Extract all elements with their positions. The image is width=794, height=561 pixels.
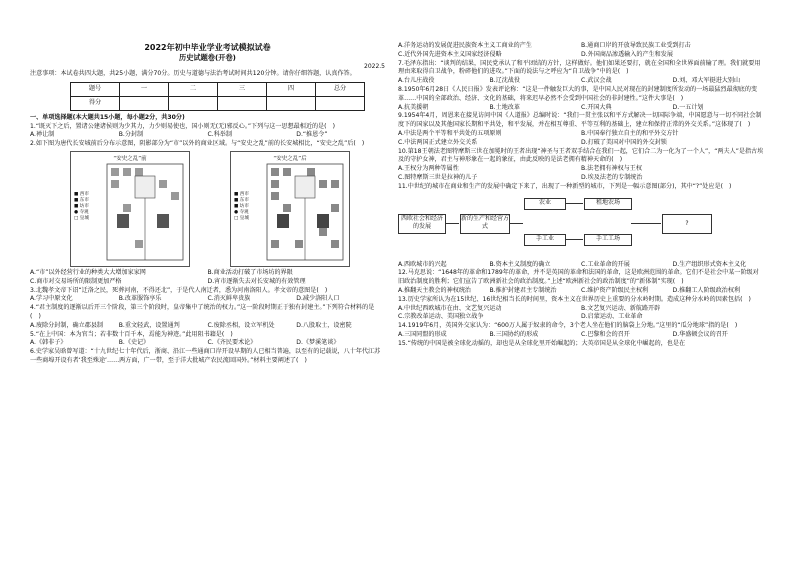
option-list	[398, 305, 764, 323]
question-stem: 1.“既灭下之后，置诸公建诸侯则为少其力，力少则易使也，国小则无(无)邪反心。”下列与这一思想最相近的是( )	[30, 122, 335, 130]
legend-item: ■ 东市	[234, 197, 249, 203]
option-list	[398, 331, 764, 340]
option[interactable]: D.刘、邓大军挺进大别山	[672, 77, 741, 85]
question-stem: 6.史学家吴晗曾写道：“十九世纪七十年代后，浙商、沿江一些通商口岸开设早期的人已相当普遍，以至有的记载说，八十年代江苏一些商埠开设有者‘我至殊途’……两方面，广一带，至于洋大批城产农民流回国外。”材料主要阐述了( )	[30, 348, 381, 364]
option[interactable]: D.外国商品渗透输入的产生和发展	[581, 50, 673, 58]
option-list	[30, 322, 385, 331]
legend-item: □ 皇城	[74, 215, 89, 221]
option[interactable]: C.开国大典	[581, 103, 612, 111]
option[interactable]: D.《梦溪笔谈》	[296, 339, 340, 347]
score-input-cell[interactable]	[267, 96, 316, 110]
section-heading: 一、单项选择题(本大题共15小题，每小题2分，共30分)	[30, 113, 185, 121]
option[interactable]: C.宗教改革运动、美国独立战争	[398, 313, 484, 321]
question-stem: 15.“传统的中国是被全球化动摇的，却也是从全球化里开始崛起的；大英帝国是从全球化中崛起的，也是在	[398, 339, 686, 347]
flow-diagram	[398, 194, 764, 258]
option[interactable]: B.土地改革	[489, 103, 520, 111]
score-cell: 总分	[316, 82, 365, 96]
option[interactable]: A.中法是两个平等和平共处的五项原则	[398, 129, 502, 137]
score-table-row	[71, 82, 365, 96]
score-input-cell[interactable]	[316, 96, 365, 110]
option[interactable]: C.近代外国先进资本主义国家经济侵略	[398, 50, 502, 58]
option-list	[398, 287, 764, 296]
option[interactable]: A.废除分封制，确立郡县制	[30, 321, 104, 329]
legend-item: ■ 东市	[74, 197, 89, 203]
option[interactable]: A.中世纪西欧城市在由、文艺复兴运动	[398, 304, 502, 312]
option-list	[398, 42, 764, 60]
legend-item: ■ 西市	[234, 191, 249, 197]
flow-box: 租地农场	[584, 198, 632, 210]
option[interactable]: C.维护资产阶级民主权利	[581, 286, 649, 294]
question-stem: 2.如下图为唐代长安城前后分布示意图，阴影部分为“市”以外的商业区域。与“安史之乱”前的长安城相比，“安史之乱”后( )	[30, 140, 365, 148]
option[interactable]: A.台儿庄战役	[398, 77, 435, 85]
option[interactable]: C.消灭鲜卑贵族	[207, 295, 251, 303]
right-column	[398, 42, 764, 349]
option[interactable]: B.改革服饰享乐	[118, 295, 162, 303]
exam-subtitle: 历史试题卷(开卷)	[179, 53, 236, 62]
option[interactable]: B.通商口岸的开放导致民族工业受到打击	[581, 42, 691, 49]
option-list	[30, 339, 385, 348]
score-input-cell[interactable]	[169, 96, 218, 110]
option[interactable]: A.《韩非子》	[30, 339, 67, 347]
option[interactable]: B.重文轻武，设置通判	[118, 321, 180, 329]
option[interactable]: B.中国奉行独立自主的和平外交方针	[581, 129, 679, 137]
map-legend	[234, 192, 249, 222]
option[interactable]: A.学习中原文化	[30, 295, 73, 303]
flow-box-unknown: ?	[662, 214, 712, 234]
score-cell: 题号	[71, 82, 120, 96]
question-stem: 7.毛泽东指出：“谈判的结果，国民党承认了和平团结的方针，这样做好。他们如果还要打，就在全国和全世界面前输了理。我们就要用理由来取得自卫战争，粉碎他们的进攻。”下面的说法与之呼应为“自卫战争”中的是( )	[398, 59, 761, 76]
flow-box: 西欧社会和经济的发展	[398, 214, 446, 234]
exam-title: 2022年初中毕业学业考试模拟试卷	[144, 43, 271, 52]
question-stem: 9.1954年4月，周恩来在接见访问中国《人道报》总编时说：“我们一贯主张以和平方式解决一切国际争端，中国愿意与一切不同社会制度下的国家以及其他国家长期和平共处，和平发展，并在相互尊重、平等互利的基础上，建立和保持正常的外交关系。”这体现了( )	[398, 112, 762, 129]
option[interactable]: B.三国协约的形成	[489, 330, 539, 338]
option-list	[30, 269, 385, 287]
score-cell: 三	[218, 82, 267, 96]
option-list	[398, 165, 764, 183]
changan-maps	[30, 151, 385, 267]
score-table-row	[71, 96, 365, 110]
map-caption: “安史之乱”后	[273, 155, 307, 162]
option[interactable]: D.启蒙运动、工业革命	[581, 313, 643, 321]
legend-item: ● 寺观	[234, 209, 249, 215]
question-stem: 13.历史学家所认为在15世纪、16世纪相当长的时间里，资本主义在世界历史上重要的分水岭时期。造成这种分水岭的因素包括( )	[398, 295, 751, 303]
option[interactable]: D.宵市逐渐失去对长安城的有效管理	[207, 277, 306, 285]
option[interactable]: D.推翻工人阶级政治权利	[672, 286, 741, 294]
legend-item: ● 寺观	[74, 209, 89, 215]
option[interactable]: B.推护封建君主专制统治	[489, 286, 557, 294]
question-stem: 5.“在上中国：本为官当；若非数十百千本，焉能为神迹。”此用阻书籍是( )	[30, 330, 233, 338]
flow-box: 手工工场	[584, 234, 632, 246]
option-list	[398, 130, 764, 148]
option[interactable]: D.减少洛阳人口	[296, 295, 340, 303]
option[interactable]: C.商市对交易场所的限制更加严格	[30, 277, 122, 285]
flow-arrow	[631, 223, 661, 224]
score-cell: 一	[120, 82, 169, 96]
notice: 注意事项：本试卷共四大题，共25小题，满分70分。历史与道德与法治考试时间共120分钟。请你仔细答题，认真作答。	[30, 70, 356, 77]
option[interactable]: C.科举制	[207, 131, 232, 139]
option[interactable]: D.打破了美国对中国的外交封锁	[581, 138, 667, 146]
question-stem: 11.中世纪的城市在商业和生产的发展中确定下来了，出现了一种新型的城市，下列是一幅示意图(部分)，其中“?”处应是( )	[398, 182, 732, 190]
option[interactable]: A.王权分为两种等属性	[398, 165, 459, 173]
legend-item: □ 皇城	[234, 215, 249, 221]
question-stem: 8.1950年6月28日《人民日报》发表评论称：“这是一件触发巨大的事，是中国人民对现在的封建制度所发动的一场最猛烈最彻底的变革……中国的全部政治、经济、文化的基础，将来迟早必然不会受到中国社会的非封建性。”这件大事是( )	[398, 85, 758, 102]
option[interactable]: C.武汉会战	[581, 77, 612, 85]
flow-box: 农业	[524, 198, 566, 210]
option[interactable]: C.《齐民要术论》	[207, 339, 257, 347]
option[interactable]: A.三国同盟的形成	[398, 330, 447, 338]
option[interactable]: B.《史记》	[118, 339, 150, 347]
option[interactable]: B.商业活动打破了市场坊的界限	[207, 268, 293, 276]
option[interactable]: A.西欧城市的兴起	[398, 260, 447, 268]
option[interactable]: D.华盛顿会议的召开	[672, 330, 728, 338]
option[interactable]: B.文艺复兴运动、新航路开辟	[581, 304, 661, 312]
question-stem: 4.“君主制度的逐渐以后开三个阶段，第三个阶段时，皇帝集中了统治的权力。”这一阶段时期正于独有封建主。”下列符合材料的是( )	[30, 304, 375, 320]
score-table	[70, 82, 365, 111]
flow-arrow	[565, 239, 583, 240]
option[interactable]: B.法老拥有神权与王权	[581, 165, 642, 173]
score-input-cell[interactable]	[218, 96, 267, 110]
option[interactable]: A.洋务运动的发展促进民族资本主义工商业的产生	[398, 42, 532, 49]
score-cell: 得分	[71, 96, 120, 110]
map-caption: “安史之乱”前	[113, 155, 147, 162]
option[interactable]: B.辽沈战役	[489, 77, 520, 85]
map-after	[230, 151, 350, 267]
option[interactable]: A.“市”以外经营行业的种类大大增加家家网	[30, 268, 146, 276]
question-stem: 12.马克思说：“1648年的革命和1789年的革命，并不是英国的革命和法国的革命，这是欧洲范围的革命。它们不是社会中某一阶级对旧政治制度的胜利；它们宣告了欧洲新社会的政治制度。”上述“欧洲新社会的政治制度”的“新体制”实现( )	[398, 269, 759, 286]
option[interactable]: B.资本主义制度的确立	[489, 260, 551, 268]
question-stem: 10.第18王朝法老图特摩斯三世在加冕时的王者出现“神圣与王者双手结合在我们一起，它们合二为一化为了一个人”，“两夫人”是指古埃及的守护女神，君主与神形象在一起的象征，由此反映的是法老拥有精神天命的( )	[398, 147, 764, 164]
option[interactable]: C.图特摩斯三世是拉神的儿子	[398, 173, 478, 181]
legend-item: ■ 坊市	[74, 203, 89, 209]
legend-item: ■ 西市	[74, 191, 89, 197]
question-stem: 3.北魏孝文帝下诏“迁洛之民，死葬河南，不得还北”，于是代人南迁者，悉为河南洛阳人。孝文帝的意图是( )	[30, 286, 328, 294]
option[interactable]: B.分封制	[118, 131, 144, 139]
option[interactable]: D.八股取士，设密院	[296, 321, 352, 329]
score-cell: 四	[267, 82, 316, 96]
flow-box: 新的生产和经营方式	[460, 214, 510, 234]
option[interactable]: C.废除丞相，设立军机处	[207, 321, 275, 329]
question-stem: 14.1919年6月，英国外交家认为：“600万人属于奴隶的命令，3个老人坐在他们的脑袋上分地。”这里的“瓜分地球”指的是( )	[398, 322, 738, 330]
option[interactable]: A.禅让制	[30, 131, 55, 139]
option[interactable]: D.“推恩令”	[296, 131, 328, 139]
option-list	[30, 295, 385, 304]
flow-arrow	[445, 223, 459, 224]
score-cell: 二	[169, 82, 218, 96]
map-before	[70, 151, 190, 267]
score-input-cell[interactable]	[120, 96, 169, 110]
option[interactable]: A.推翻天主教会的神权统治	[398, 286, 472, 294]
exam-date: 2022.5	[364, 63, 385, 70]
left-column	[30, 42, 385, 366]
flow-arrow	[565, 203, 583, 204]
map-legend	[74, 192, 89, 222]
option[interactable]: A.抗美援朝	[398, 103, 429, 111]
option-list	[30, 131, 385, 140]
option[interactable]: D.一五计划	[672, 103, 704, 111]
option[interactable]: D.埃及法老的专制统治	[581, 173, 643, 181]
flow-arrow	[509, 223, 523, 224]
option[interactable]: C.中法两国正式建立外交关系	[398, 138, 478, 146]
option[interactable]: D.生产组织形式资本主义化	[672, 260, 747, 268]
option-list	[398, 77, 764, 86]
flow-box: 手工业	[524, 234, 566, 246]
legend-item: ■ 坊市	[234, 203, 249, 209]
option[interactable]: C.巴黎和会的召开	[581, 330, 630, 338]
option[interactable]: C.工业革命的开展	[581, 260, 630, 268]
